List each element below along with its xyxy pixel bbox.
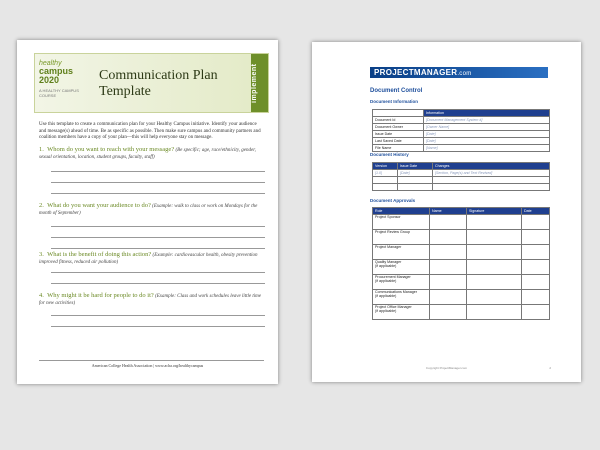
table-row [373, 177, 550, 184]
page-number: 2 [549, 366, 551, 370]
table-row [373, 208, 550, 215]
project-manager-page [312, 42, 581, 382]
title-line1: Communication Plan [99, 68, 218, 83]
table-row [373, 230, 550, 245]
header-banner [34, 53, 269, 113]
role-label: Project Office Manager [375, 305, 412, 309]
table-row [373, 117, 550, 124]
copyright-text: Copyright ProjectManager.com [425, 366, 468, 370]
healthy-campus-logo [39, 60, 91, 98]
role-label: Project Manager [375, 245, 402, 249]
approval-role [373, 275, 430, 290]
logo-tagline: A HEALTHY CAMPUS COURSE [39, 88, 79, 98]
info-column-header: Information [424, 110, 550, 117]
answer-line[interactable] [51, 193, 265, 194]
table-row [373, 215, 550, 230]
document-control-title: Document Control [370, 88, 423, 94]
history-col-date: Issue Date [398, 163, 433, 170]
brand-logo [374, 68, 472, 77]
table-row [373, 305, 550, 320]
table-row [373, 245, 550, 260]
communication-plan-page [17, 40, 278, 384]
answer-line[interactable] [51, 315, 265, 316]
footer-rule [39, 360, 264, 361]
info-label: File Name [373, 145, 424, 152]
table-row [373, 163, 550, 170]
role-sub: (if applicable) [375, 279, 397, 283]
info-heading: Document Information [370, 99, 418, 104]
table-row [373, 170, 550, 177]
question-hint: (Example: cardiovascular health, obesity prevention improved fitness, reduced air pollution) [39, 253, 258, 265]
table-row [373, 260, 550, 275]
table-row [373, 145, 550, 152]
answer-line[interactable] [51, 283, 265, 284]
approval-col-name: Name [430, 208, 467, 215]
table-row [373, 275, 550, 290]
role-label: Project Sponsor [375, 215, 401, 219]
answer-line[interactable] [51, 182, 265, 183]
document-info-table [372, 109, 550, 152]
answer-line[interactable] [51, 272, 265, 273]
history-col-changes: Changes [433, 163, 550, 170]
question-1 [39, 147, 267, 161]
info-label: Issue Date [373, 131, 424, 138]
answer-line[interactable] [51, 226, 265, 227]
history-heading: Document History [370, 152, 409, 157]
document-approvals-table [372, 207, 550, 320]
answer-line[interactable] [51, 326, 265, 327]
approval-role [373, 305, 430, 320]
info-label: Last Saved Date [373, 138, 424, 145]
role-sub: (if applicable) [375, 264, 397, 268]
intro-paragraph: Use this template to create a communication plan for your Healthy Campus initiative. Identify your audience and message(s) ahead of time. Be as specific as possible. Then make sure campus and community partners and coalition members have a copy of your plan—this will help everyone stay on message. [39, 122, 261, 141]
approval-role [373, 245, 430, 260]
role-label: Procurement Manager [375, 275, 411, 279]
table-row [373, 138, 550, 145]
question-number: 2. [39, 202, 44, 209]
question-hint: (Example: walk to class or work on Mondays for the month of September) [39, 204, 258, 216]
question-3 [39, 252, 267, 266]
question-heading: Whom do you want to reach with your message? [47, 146, 175, 153]
brand-banner [370, 67, 548, 78]
logo-line2: campus 2020 [39, 66, 74, 85]
info-value[interactable]: [Name] [424, 145, 550, 152]
document-title [99, 68, 218, 100]
answer-line[interactable] [51, 248, 265, 249]
history-col-version: Version [373, 163, 398, 170]
info-value[interactable]: [Owner Name] [424, 124, 550, 131]
role-sub: (if applicable) [375, 309, 397, 313]
footer-text: American College Health Association | www.acha.org/healthycampus [91, 363, 204, 368]
question-hint: (Be specific; age, race/ethnicity, gender, sexual orientation, location, student groups, faculty, staff) [39, 148, 256, 160]
approval-role [373, 290, 430, 305]
question-number: 4. [39, 292, 44, 299]
approval-role [373, 230, 430, 245]
approval-role [373, 260, 430, 275]
brand-name: PROJECTMANAGER [374, 68, 458, 77]
table-row [373, 124, 550, 131]
info-value[interactable]: [Document Management System #] [424, 117, 550, 124]
table-row [373, 131, 550, 138]
info-value[interactable]: [Date] [424, 131, 550, 138]
table-row [373, 290, 550, 305]
title-line2: Template [99, 84, 151, 99]
history-cell[interactable]: [1.0] [373, 170, 398, 177]
table-row [373, 110, 550, 117]
history-cell[interactable]: [Section, Page(s) and Text Revised] [433, 170, 550, 177]
answer-line[interactable] [51, 237, 265, 238]
role-label: Quality Manager [375, 260, 402, 264]
question-hint: (Example: Class and work schedules leave little time for new activities) [39, 294, 262, 306]
approval-role [373, 215, 430, 230]
info-label: Document Owner [373, 124, 424, 131]
answer-line[interactable] [51, 171, 265, 172]
question-number: 1. [39, 146, 44, 153]
question-heading: What is the benefit of doing this action? [47, 251, 152, 258]
question-number: 3. [39, 251, 44, 258]
role-label: Communications Manager [375, 290, 417, 294]
document-history-table [372, 162, 550, 191]
role-label: Project Review Group [375, 230, 410, 234]
role-sub: (if applicable) [375, 294, 397, 298]
question-heading: What do you want your audience to do? [47, 202, 151, 209]
approval-col-role: Role [373, 208, 430, 215]
approvals-heading: Document Approvals [370, 198, 416, 203]
implement-tab: implement [251, 54, 268, 112]
info-label: Document Id [373, 117, 424, 124]
question-4 [39, 293, 267, 307]
history-cell[interactable]: [Date] [398, 170, 433, 177]
logo-line1: healthy [39, 60, 62, 67]
approval-col-date: Date [522, 208, 550, 215]
table-row [373, 184, 550, 191]
info-value[interactable]: [Date] [424, 138, 550, 145]
question-heading: Why might it be hard for people to do it? [47, 292, 154, 299]
question-2 [39, 203, 267, 217]
brand-suffix: .com [457, 71, 472, 77]
approval-col-signature: Signature [467, 208, 522, 215]
